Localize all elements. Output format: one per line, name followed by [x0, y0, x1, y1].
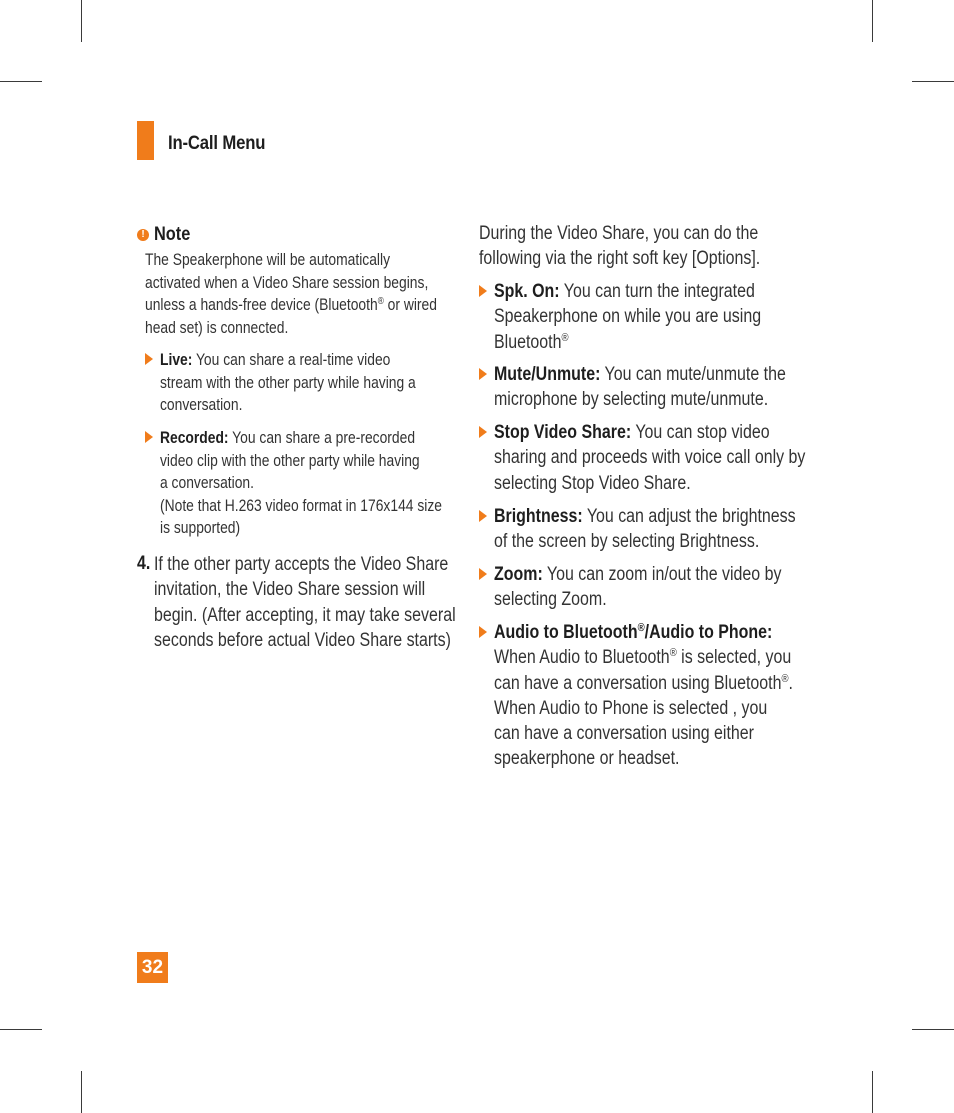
step-4-text — [154, 552, 456, 653]
stop-video-share-text: selecting Stop Video Share. — [494, 472, 691, 494]
bullet-arrow-icon — [145, 431, 153, 443]
stop-video-share-label: Stop Video Share: — [494, 422, 632, 443]
crop-mark — [872, 0, 873, 42]
bullet-arrow-icon — [479, 285, 487, 297]
spk-on-label: Spk. On: — [494, 281, 560, 302]
live-text: conversation. — [160, 396, 243, 414]
crop-mark — [81, 0, 82, 42]
crop-mark — [0, 1029, 42, 1030]
bullet-arrow-icon — [479, 568, 487, 580]
spk-on-item — [494, 279, 813, 355]
recorded-label: Recorded: — [160, 429, 229, 447]
stop-video-share-text: You can stop video — [635, 422, 770, 443]
mute-text: You can mute/unmute the — [604, 364, 786, 385]
bullet-arrow-icon — [479, 426, 487, 438]
recorded-text: is supported) — [160, 519, 241, 537]
bullet-arrow-icon — [479, 510, 487, 522]
brightness-text: of the screen by selecting Brightness. — [494, 531, 760, 553]
audio-route-text: can have a conversation using either — [494, 723, 754, 745]
recorded-text: video clip with the other party while having — [160, 451, 420, 470]
note-body — [145, 249, 464, 339]
recorded-text: You can share a pre-recorded — [232, 429, 416, 447]
live-text: stream with the other party while having a — [160, 373, 416, 392]
zoom-text: You can zoom in/out the video by — [546, 564, 782, 585]
note-line: The Speakerphone will be automatically — [145, 251, 391, 269]
step-line: seconds before actual Video Share starts) — [154, 629, 451, 651]
live-text: You can share a real-time video — [195, 351, 391, 369]
stop-video-share-text: sharing and proceeds with voice call only by — [494, 447, 806, 469]
recorded-text: a conversation. — [160, 474, 255, 492]
options-intro — [479, 221, 798, 272]
section-marker — [137, 121, 154, 160]
bullet-arrow-icon — [145, 353, 153, 365]
intro-line: following via the right soft key [Options]. — [479, 248, 761, 270]
intro-line: During the Video Share, you can do the — [479, 223, 759, 244]
spk-on-text: Bluetooth — [494, 331, 562, 353]
step-line: invitation, the Video Share session will — [154, 579, 426, 601]
bullet-arrow-icon — [479, 626, 487, 638]
note-line: head set) is connected. — [145, 318, 289, 337]
audio-route-text: can have a conversation using Bluetooth®. — [494, 672, 793, 694]
stop-video-share-item — [494, 420, 813, 496]
note-title: Note — [154, 224, 191, 245]
audio-route-item — [494, 620, 813, 772]
note-line: unless a hands-free device (Bluetooth® or wired — [145, 296, 437, 314]
section-title: In-Call Menu — [168, 133, 266, 154]
audio-route-text: When Audio to Bluetooth® is selected, you — [494, 647, 792, 669]
warning-icon: ! — [137, 229, 149, 241]
note-line: activated when a Video Share session begins, — [145, 273, 429, 292]
registered-mark: ® — [561, 331, 569, 344]
step-line: begin. (After accepting, it may take several — [154, 604, 456, 626]
recorded-text: (Note that H.263 video format in 176x144 size — [160, 496, 442, 515]
crop-mark — [912, 1029, 954, 1030]
step-number: 4. — [137, 553, 151, 574]
note-heading — [137, 224, 196, 246]
page-number: 32 — [137, 952, 168, 983]
crop-mark — [912, 81, 954, 82]
mute-label: Mute/Unmute: — [494, 364, 601, 385]
audio-route-text: When Audio to Phone is selected , you — [494, 697, 768, 719]
brightness-label: Brightness: — [494, 506, 583, 527]
brightness-item — [494, 504, 813, 555]
spk-on-text: You can turn the integrated — [563, 281, 755, 302]
live-label: Live: — [160, 351, 193, 369]
audio-route-text: speakerphone or headset. — [494, 748, 680, 770]
crop-mark — [872, 1071, 873, 1113]
recorded-item — [160, 427, 462, 540]
spk-on-text: Speakerphone on while you are using — [494, 306, 762, 328]
crop-mark — [81, 1071, 82, 1113]
brightness-text: You can adjust the brightness — [586, 506, 796, 527]
live-item — [160, 349, 462, 417]
mute-text: microphone by selecting mute/unmute. — [494, 389, 769, 411]
mute-item — [494, 362, 813, 413]
audio-route-label: Audio to Bluetooth®/Audio to Phone: — [494, 622, 773, 643]
zoom-text: selecting Zoom. — [494, 589, 607, 611]
step-line: If the other party accepts the Video Share — [154, 554, 449, 575]
zoom-item — [494, 562, 813, 613]
crop-mark — [0, 81, 42, 82]
bullet-arrow-icon — [479, 368, 487, 380]
zoom-label: Zoom: — [494, 564, 543, 585]
